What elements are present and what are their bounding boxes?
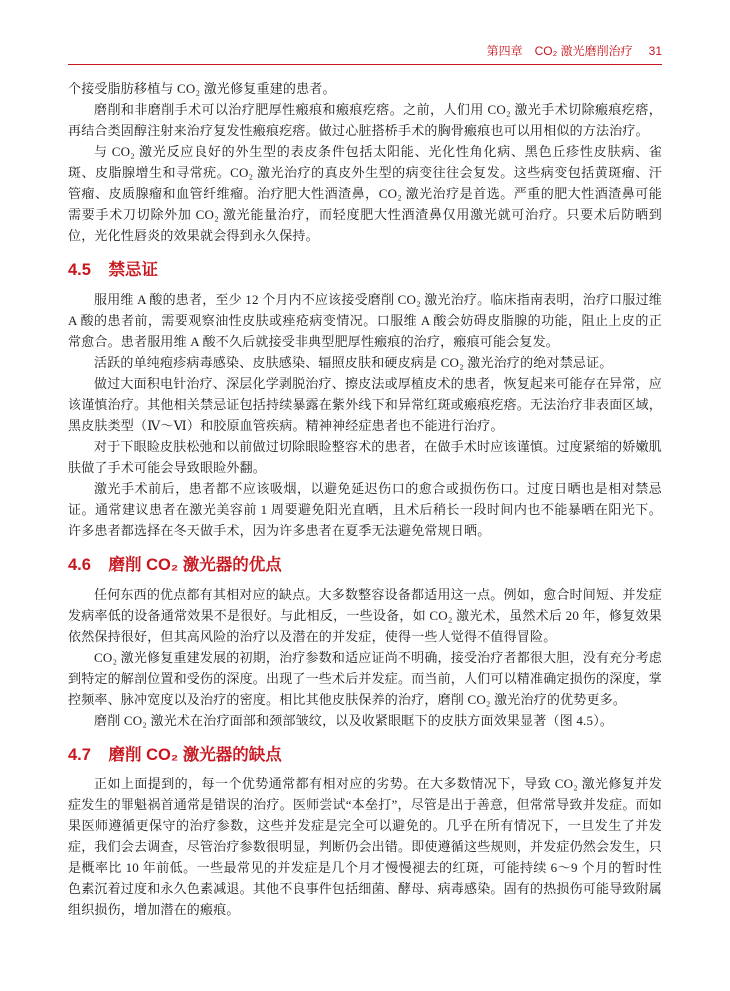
paragraph: 正如上面提到的，每一个优势通常都有相对应的劣势。在大多数情况下，导致 CO₂ 激光修复并发症发生的罪魁祸首通常是错误的治疗。医师尝试“本垒打”，尽管是出于善意，但常常导致并发症。而如果医师遵循更保守的治疗参数，这些并发症是完全可以避免的。几乎在所有情况下，一旦发生了并发症，我们会去调查，尽管治疗参数很明显，判断仍会出错。即使遵循这些规则，并发症仍然会发生，只是概率比 10 年前低。一些最常见的并发症是几个月才慢慢褪去的红斑，可能持续 6～9 个月的暂时性色素沉着过度和永久色素减退。其他不良事件包括细菌、酵母、病毒感染。固有的热损伤可能导致附属组织损伤，增加潜在的瘢痕。 — [68, 776, 663, 918]
paragraph: 磨削 CO₂ 激光术在治疗面部和颈部皱纹，以及收紧眼眶下的皮肤方面效果显著（图 4.5）。 — [94, 712, 614, 728]
paragraph: CO₂ 激光修复重建发展的初期，治疗参数和适应证尚不明确，接受治疗者都很大胆，没有充分考虑到特定的解剖位置和受伤的深度。出现了一些术后并发症。而当前，人们可以精准确定损伤的深度，掌控频率、脉冲宽度以及治疗的密度。相比其他皮肤保养的治疗，磨削 CO₂ 激光治疗的优势更多。 — [68, 649, 663, 707]
page-body — [68, 78, 662, 920]
section-title: 磨削 CO₂ 激光器的优点 — [108, 555, 282, 574]
paragraph-continuation: 个接受脂肪移植与 CO₂ 激光修复重建的患者。 — [68, 81, 336, 96]
running-header — [68, 42, 662, 64]
chapter-label: 第四章 — [486, 44, 523, 58]
paragraph: 与 CO₂ 激光反应良好的外生型的表皮条件包括太阳能、光化性角化病、黑色丘疹性皮肤病、雀斑、皮脂腺增生和寻常疣。CO₂ 激光治疗的真皮外生型的病变往往会复发。这些病变包括黄斑瘤、汗管瘤、皮质腺瘤和血管纤维瘤。治疗肥大性酒渣鼻，CO₂ 激光治疗是首选。严重的肥大性酒渣鼻可能需要手术刀切除外加 CO₂ 激光能量治疗，而轻度肥大性酒渣鼻仅用激光就可治疗。只要术后防晒到位，光化性唇炎的效果就会得到永久保持。 — [68, 144, 662, 243]
section-number: 4.6 — [68, 555, 91, 574]
section-title: 磨削 CO₂ 激光器的缺点 — [108, 745, 282, 764]
paragraph: 做过大面积电针治疗、深层化学剥脱治疗、擦皮法或厚植皮术的患者，恢复起来可能存在异常，应该谨慎治疗。其他相关禁忌证包括持续暴露在紫外线下和异常红斑或瘢痕疙瘩。无法治疗非表面区域，黑皮肤类型（Ⅳ～Ⅵ）和胶原血管疾病。精神神经症患者也不能进行治疗。 — [68, 375, 663, 433]
paragraph: 活跃的单纯疱疹病毒感染、皮肤感染、辐照皮肤和硬皮病是 CO₂ 激光治疗的绝对禁忌证。 — [94, 354, 613, 370]
section-heading-4-6 — [68, 556, 662, 576]
page-number: 31 — [648, 44, 662, 58]
section-heading-4-5 — [68, 261, 662, 281]
paragraph: 磨削和非磨削手术可以治疗肥厚性瘢痕和瘢痕疙瘩。之前，人们用 CO₂ 激光手术切除瘢痕疙瘩，再结合类固醇注射来治疗复发性瘢痕疙瘩。做过心脏搭桥手术的胸骨瘢痕也可以用相似的方法治疗。 — [68, 102, 662, 138]
section-number: 4.5 — [68, 261, 91, 279]
section-heading-4-7 — [68, 746, 662, 766]
section-title: 禁忌证 — [108, 261, 159, 279]
section-number: 4.7 — [68, 745, 91, 764]
paragraph: 激光手术前后，患者都不应该吸烟，以避免延迟伤口的愈合或损伤伤口。过度日晒也是相对禁忌证。通常建议患者在激光美容前 1 周要避免阳光直晒，且术后稍长一段时间内也不能暴晒在阳光下。许多患者都选择在冬天做手术，因为许多患者在夏季无法避免常规日晒。 — [68, 480, 662, 538]
paragraph: 任何东西的优点都有其相对应的缺点。大多数整容设备都适用这一点。例如，愈合时间短、并发症发病率低的设备通常效果不是很好。与此相反，一些设备，如 CO₂ 激光术，虽然术后 20 年，修复效果依然保持很好，但其高风险的治疗以及潜在的并发症，使得一些人觉得不值得冒险。 — [68, 586, 662, 644]
header-rule — [68, 64, 662, 65]
chapter-title: CO₂ 激光磨削治疗 — [534, 44, 633, 58]
paragraph: 对于下眼睑皮肤松弛和以前做过切除眼睑整容术的患者，在做手术时应该谨慎。过度紧缩的娇嫩肌肤做了手术可能会导致眼睑外翻。 — [68, 438, 662, 475]
paragraph: 服用维 A 酸的患者，至少 12 个月内不应该接受磨削 CO₂ 激光治疗。临床指南表明，治疗口服过维 A 酸的患者前，需要观察油性皮肤或痤疮病变情况。口服维 A 酸会妨碍皮脂腺的功能，阻止上皮的正常愈合。患者服用维 A 酸不久后就接受非典型肥厚性瘢痕的治疗，瘢痕可能会复发。 — [68, 291, 662, 349]
